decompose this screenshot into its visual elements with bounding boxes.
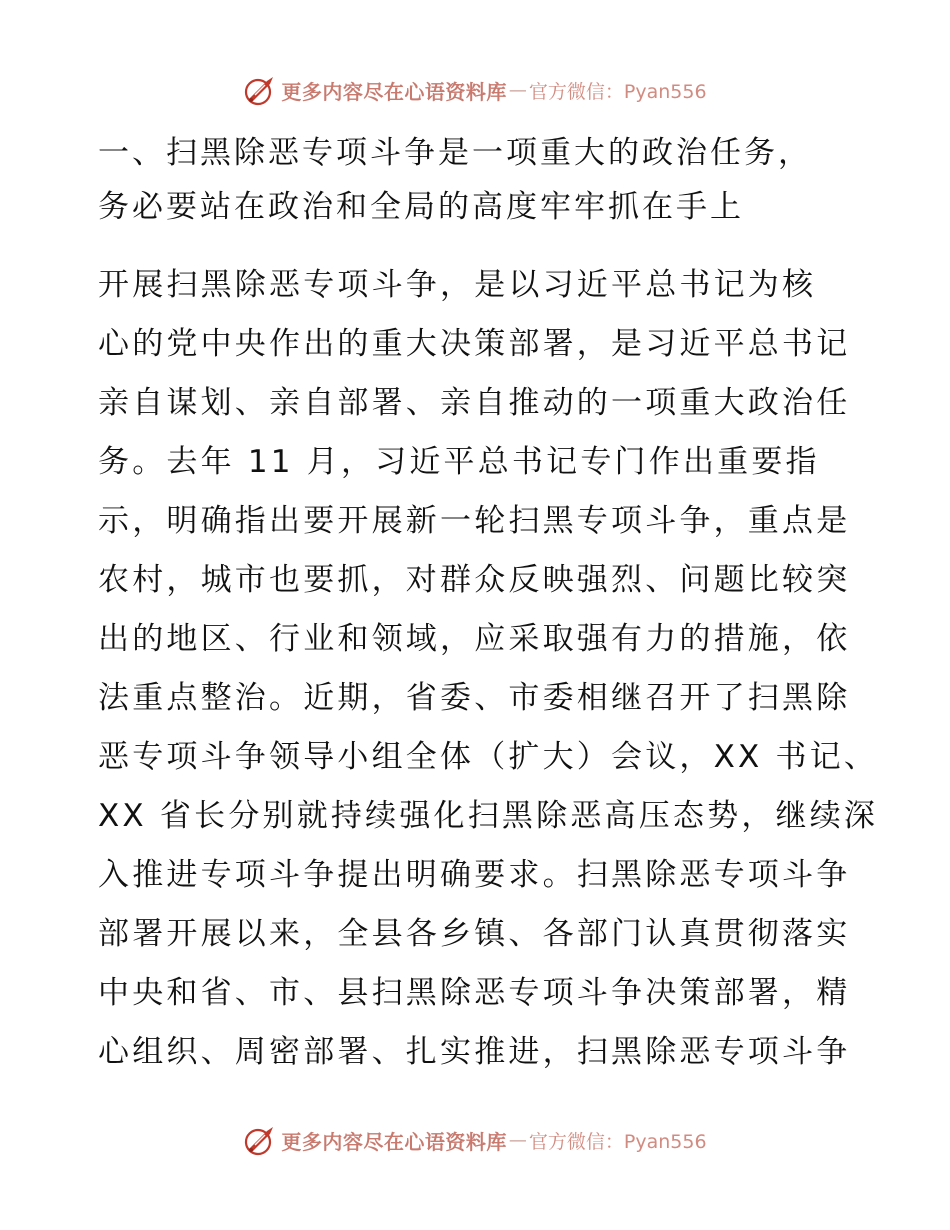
body-line: 务。去年 11 月，习近平总书记专门作出重要指 <box>98 444 820 480</box>
heading-line: 一、扫黑除恶专项斗争是一项重大的政治任务， <box>98 135 812 171</box>
header-watermark <box>0 70 950 110</box>
body-line: XX 省长分别就持续强化扫黑除恶高压态势，继续深 <box>98 798 879 834</box>
body-line: 亲自谋划、亲自部署、亲自推动的一项重大政治任 <box>98 385 851 421</box>
body-line: 农村，城市也要抓，对群众反映强烈、问题比较突 <box>98 562 851 598</box>
footer-watermark <box>0 1120 950 1160</box>
body-line: 入推进专项斗争提出明确要求。扫黑除恶专项斗争 <box>98 857 851 893</box>
body-line: 心的党中央作出的重大决策部署，是习近平总书记 <box>98 326 851 362</box>
heading-line: 务必要站在政治和全局的高度牢牢抓在手上 <box>98 189 744 225</box>
body-line: 法重点整治。近期，省委、市委相继召开了扫黑除 <box>98 680 851 716</box>
watermark-contact-text: 官方微信：Pyan556 <box>528 1130 707 1153</box>
body-line: 示，明确指出要开展新一轮扫黑专项斗争，重点是 <box>98 503 851 539</box>
quill-logo-icon <box>243 73 277 107</box>
body-line: 部署开展以来，全县各乡镇、各部门认真贯彻落实 <box>98 916 851 952</box>
watermark-separator: — <box>508 1129 527 1151</box>
watermark-main-text: 更多内容尽在心语资料库 <box>281 79 507 104</box>
body-line: 中央和省、市、县扫黑除恶专项斗争决策部署，精 <box>98 975 851 1011</box>
section-heading <box>98 126 858 234</box>
body-paragraph <box>98 256 879 1082</box>
quill-logo-icon <box>243 1123 277 1157</box>
body-line: 出的地区、行业和领域，应采取强有力的措施，依 <box>98 621 851 657</box>
body-line: 心组织、周密部署、扎实推进，扫黑除恶专项斗争 <box>98 1034 851 1070</box>
body-line: 开展扫黑除恶专项斗争，是以习近平总书记为核 <box>98 267 817 303</box>
watermark-main-text: 更多内容尽在心语资料库 <box>281 1129 507 1154</box>
watermark-contact-text: 官方微信：Pyan556 <box>528 80 707 103</box>
watermark-separator: — <box>508 79 527 101</box>
body-line: 恶专项斗争领导小组全体（扩大）会议，XX 书记、 <box>98 739 879 775</box>
